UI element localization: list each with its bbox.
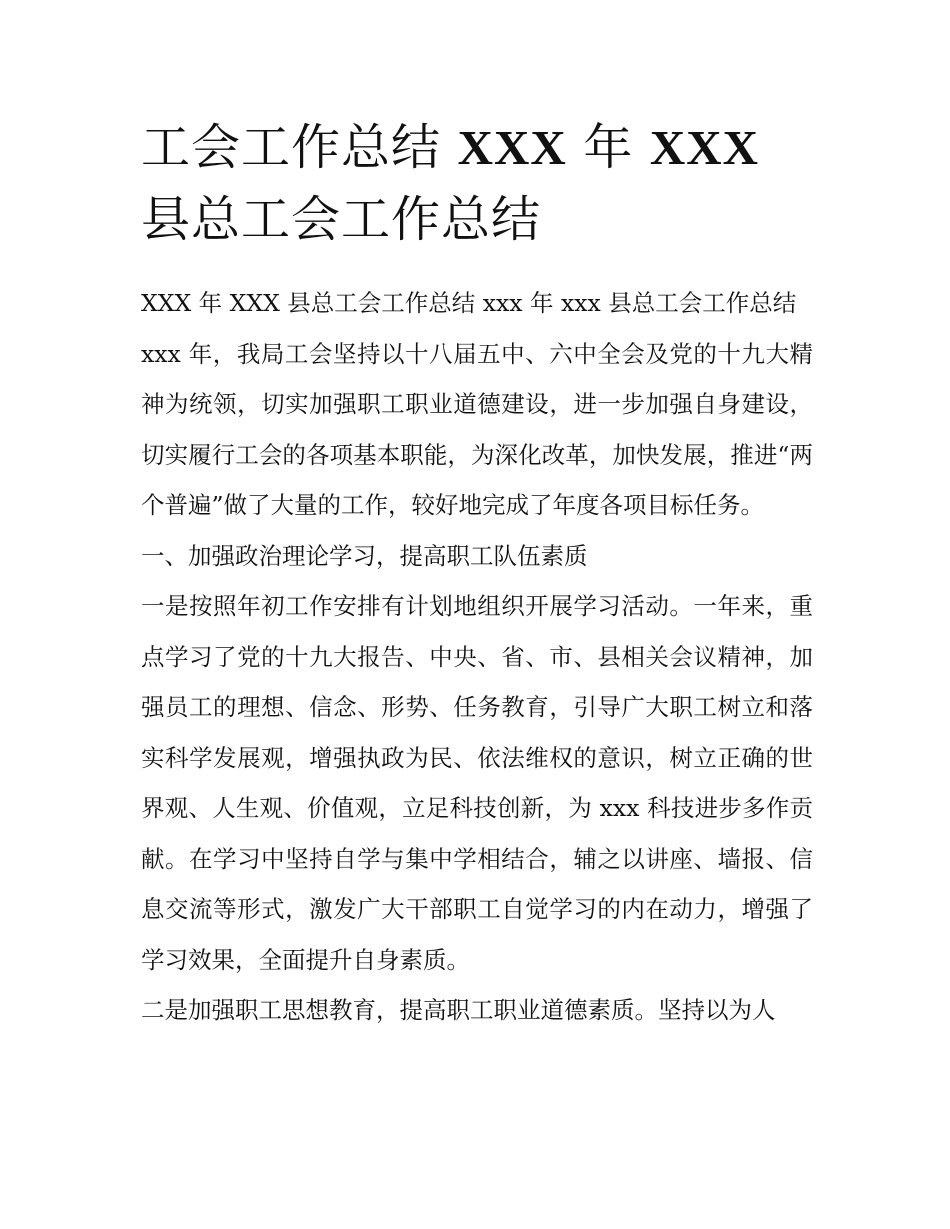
title-latin-2: XXX — [649, 120, 760, 175]
title-latin-1: XXX — [457, 120, 567, 175]
title-part-2: 年 — [566, 119, 650, 176]
paragraph-study-activities: 一是按照年初工作安排有计划地组织开展学习活动。一年来，重点学习了党的十九大报告、中央、省、市、县相关会议精神，加强员工的理想、信念、形势、任务教育，引导广大职工树立和落实科学发展观，增强执政为民、依法维权的意识，树立正确的世界观、人生观、价值观，立足科技创新，为 xxx 科技进步多作贡献。在学习中坚持自学与集中学相结合，辅之以讲座、墙报、信息交流等形式，激发广大干部职工自觉学习的内在动力，增强了学习效果，全面提升自身素质。 — [141, 592, 813, 974]
title-part-1: 工会工作总结 — [141, 119, 458, 176]
title-part-3: 县总工会工作总结 — [141, 191, 542, 248]
paragraph-ideological-education: 二是加强职工思想教育，提高职工职业道德素质。坚持以为人 — [141, 996, 776, 1024]
document-body — [141, 278, 813, 1036]
section-heading-1: 一、加强政治理论学习，提高职工队伍素质 — [141, 541, 588, 570]
document-title — [141, 112, 821, 256]
paragraph-intro: xxx 年，我局工会坚持以十八届五中、六中全会及党的十九大精神为统领，切实加强职工职业道德建设，进一步加强自身建设，切实履行工会的各项基本职能，为深化改革，加快发展，推进“两个普遍”做了大量的工作，较好地完成了年度各项目标任务。 — [141, 339, 813, 519]
paragraph-subtitle-line: XXX 年 XXX 县总工会工作总结 xxx 年 xxx 县总工会工作总结 — [141, 289, 797, 317]
